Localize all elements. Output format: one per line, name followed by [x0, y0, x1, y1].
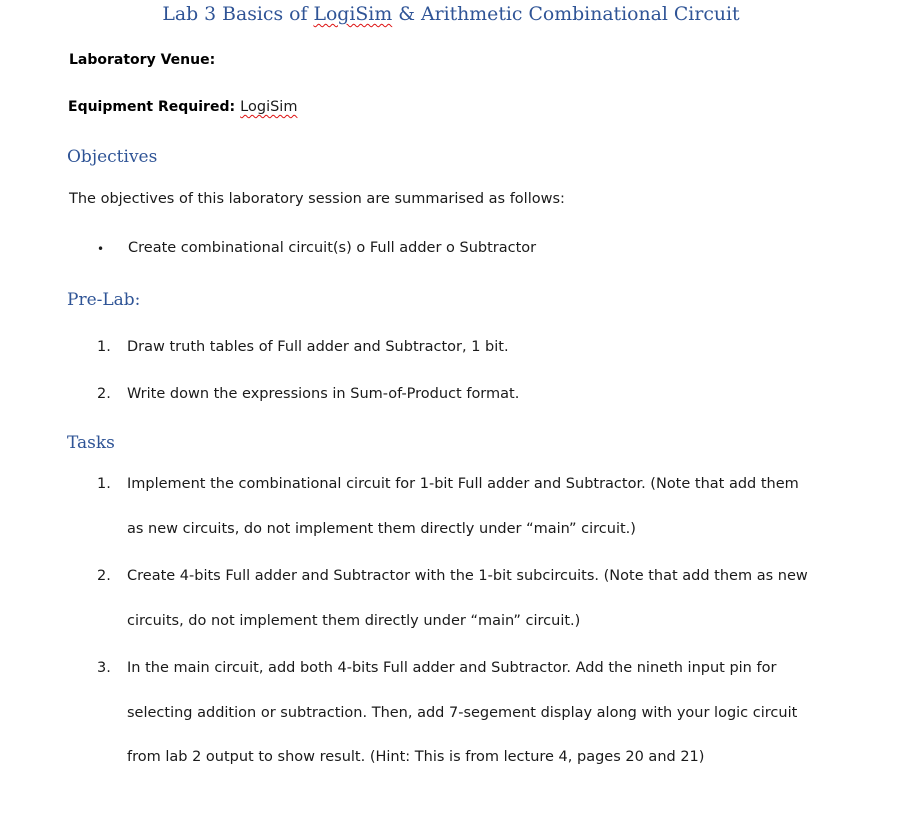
bullet-marker: • — [97, 242, 105, 256]
objectives-bullet-item: Create combinational circuit(s) o Full adder o Subtractor — [128, 240, 537, 256]
prelab-item-2-text: Write down the expressions in Sum-of-Product format. — [127, 386, 520, 402]
task-1-number: 1. — [97, 476, 111, 492]
prelab-item-1-text: Draw truth tables of Full adder and Subtractor, 1 bit. — [127, 339, 509, 355]
task-2-line-2: circuits, do not implement them directly under “main” circuit.) — [127, 613, 581, 629]
prelab-heading: Pre-Lab: — [67, 290, 141, 310]
task-3-line-2: selecting addition or subtraction. Then, add 7-segement display along with your logic circuit — [127, 705, 798, 721]
tasks-heading: Tasks — [67, 433, 115, 453]
task-1-line-1: Implement the combinational circuit for 1-bit Full adder and Subtractor. (Note that add them — [127, 476, 799, 492]
venue-label: Laboratory Venue: — [69, 52, 216, 68]
task-1-line-2: as new circuits, do not implement them directly under “main” circuit.) — [127, 521, 636, 537]
task-3-line-1: In the main circuit, add both 4-bits Full adder and Subtractor. Add the nineth input pin for — [127, 660, 777, 676]
title-misspelled-word: LogiSim — [313, 4, 393, 25]
prelab-item-2-number: 2. — [97, 386, 111, 402]
equipment-value: LogiSim — [240, 99, 298, 115]
equipment-line — [68, 96, 297, 115]
task-2-line-1: Create 4-bits Full adder and Subtractor with the 1-bit subcircuits. (Note that add them as new — [127, 568, 808, 584]
task-3-number: 3. — [97, 660, 111, 676]
task-2-number: 2. — [97, 568, 111, 584]
title-text-after: & Arithmetic Combinational Circuit — [392, 4, 740, 25]
prelab-item-1-number: 1. — [97, 339, 111, 355]
objectives-heading: Objectives — [67, 147, 158, 167]
document-title — [0, 4, 902, 25]
title-text-before: Lab 3 Basics of — [162, 4, 314, 25]
task-3-line-3: from lab 2 output to show result. (Hint: This is from lecture 4, pages 20 and 21) — [127, 749, 705, 765]
objectives-intro: The objectives of this laboratory session are summarised as follows: — [69, 191, 565, 207]
equipment-label: Equipment Required: — [68, 99, 236, 115]
